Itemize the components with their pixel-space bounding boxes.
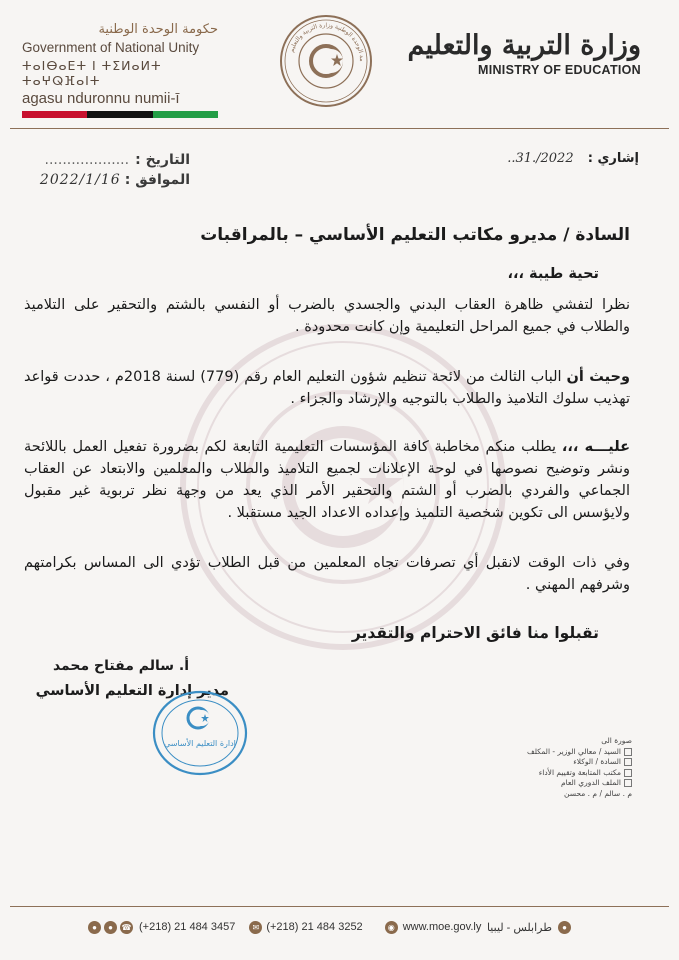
libya-flag-strip — [22, 111, 218, 118]
seal-text: مة الوحدة الوطنية وزارة التربية والتعليم — [288, 21, 366, 62]
gov-tifinagh-title: ⵜⴰⵏⴱⴰⴹⵜ ⵏ ⵜⵉⵍⴰⵍⵜ ⵜⴰⵖⵕⴼⴰⵏⵜ — [22, 58, 162, 88]
reference-label: إشاري : — [587, 151, 639, 166]
phone-2: (+218) 21 484 3252 — [266, 921, 363, 933]
paragraph-1-text: نظرا لتفشي ظاهرة العقاب البدني والجسدي بالضرب أو النفسي بالشتم والتحقير على التلاميذ والطلاب في جميع المراحل التعليمية وإن كانت محدودة . — [24, 297, 630, 335]
checkbox-icon — [624, 758, 632, 766]
corresponding-value: 2022/1/16 — [39, 172, 121, 188]
globe-icon: ◉ — [385, 921, 398, 934]
location: طرابلس - ليبيا — [486, 921, 552, 934]
gov-english-title: Government of National Unity — [22, 40, 200, 55]
date-block — [10, 150, 190, 190]
location-pin-icon: ● — [558, 921, 571, 934]
list-item — [462, 768, 632, 779]
paragraph-4-text: وفي ذات الوقت لانقبل أي تصرفات تجاه المعلمين من قبل الطلاب تؤدي الى المساس بكرامتهم وشرفهم المهني . — [24, 555, 630, 593]
ministry-arabic-title: وزارة التربية والتعليم — [407, 30, 641, 61]
ministry-header — [408, 30, 641, 77]
footer — [10, 916, 669, 938]
footer-divider — [10, 906, 669, 907]
addressee: السادة / مديرو مكاتب التعليم الأساسي – بالمراقبات — [200, 225, 630, 245]
checkbox-icon — [624, 769, 632, 777]
whatsapp-icon: ● — [88, 921, 101, 934]
checkbox-icon — [624, 748, 632, 756]
paragraph-3-text: يطلب منكم مخاطبة كافة المؤسسات التعليمية التابعة لكم بضرورة تفعيل العمل باللائحة ونشر وتوضيح نصوصها في لوحة الإعلانات لجميع التلاميذ والطلاب والمعلمين والابتعاد عن العقاب الجماعي والفردي بالضرب أو الشتم والتحقير الأمر الذي يعد من وجهة نظر تربوية غير مقبول ولايؤسس الى تكوين شخصية التلميذ وإعداده الاعداد الجيد مستقبلا . — [24, 439, 630, 521]
corresponding-label: الموافق : — [124, 172, 190, 188]
phone-1: (+218) 21 484 3457 — [139, 921, 236, 933]
copies-item: مكتب المتابعة وتقييم الأداء — [538, 767, 621, 777]
ministry-seal-icon — [279, 14, 373, 108]
copies-footer-note-row — [462, 789, 632, 800]
official-stamp-icon — [150, 688, 250, 778]
list-item — [462, 747, 632, 758]
paragraph-1 — [24, 294, 630, 338]
date-label: التاريخ : — [135, 152, 190, 168]
fax-icon: ✉ — [249, 921, 262, 934]
date-dots: ................... — [44, 152, 130, 168]
paragraph-3 — [24, 436, 630, 524]
paragraph-3-lead: عليـــه ،،، — [561, 439, 631, 455]
signatory-name: أ. سالم مفتاح محمد — [52, 658, 189, 674]
list-item — [462, 778, 632, 789]
copies-title-row — [462, 736, 632, 747]
phone-icon: ☎ — [121, 922, 132, 932]
flag-green-stripe — [153, 111, 218, 118]
flag-black-stripe — [87, 111, 152, 118]
closing: تقبلوا منا فائق الاحترام والتقدير — [351, 624, 599, 642]
stamp-text: إدارة التعليم الأساسي — [164, 739, 236, 748]
copies-footer-note: م . سالم / م . محسن — [564, 788, 632, 798]
copies-list — [462, 736, 632, 799]
paragraph-2-text: الباب الثالث من لائحة تنظيم شؤون التعليم العام رقم (779) لسنة 2018م ، حددت قواعد تهذيب سلوك التلاميذ والطلاب بالتوجيه والإرشاد والجزاء . — [24, 369, 630, 407]
signatory-title: مدير إدارة التعليم الأساسي — [35, 683, 229, 699]
website: www.moe.gov.ly — [402, 921, 482, 933]
header-divider — [10, 128, 669, 129]
copies-title: صورة الى — [601, 736, 632, 745]
gov-arabic-title: حكومة الوحدة الوطنية — [98, 22, 218, 37]
copies-item: السيد / معالي الوزير - المكلف — [526, 746, 621, 756]
ministry-english-title: MINISTRY OF EDUCATION — [477, 63, 641, 77]
gov-header — [22, 22, 232, 118]
list-item — [462, 757, 632, 768]
paragraph-4 — [24, 552, 630, 596]
viber-icon: ● — [104, 921, 117, 934]
gov-amazigh-title: agasu nduronnu numii-ī — [22, 90, 180, 107]
copies-item: الملف الدوري العام — [560, 778, 621, 787]
paragraph-2-lead: وحيث أن — [566, 369, 631, 385]
checkbox-icon — [624, 779, 632, 787]
reference-value: 2022/.31.. — [507, 151, 574, 166]
copies-item: السادة / الوكلاء — [573, 757, 621, 766]
greeting: تحية طيبة ،،، — [507, 266, 599, 282]
flag-red-stripe — [22, 111, 87, 118]
paragraph-2 — [24, 366, 630, 410]
reference-number — [507, 151, 639, 166]
